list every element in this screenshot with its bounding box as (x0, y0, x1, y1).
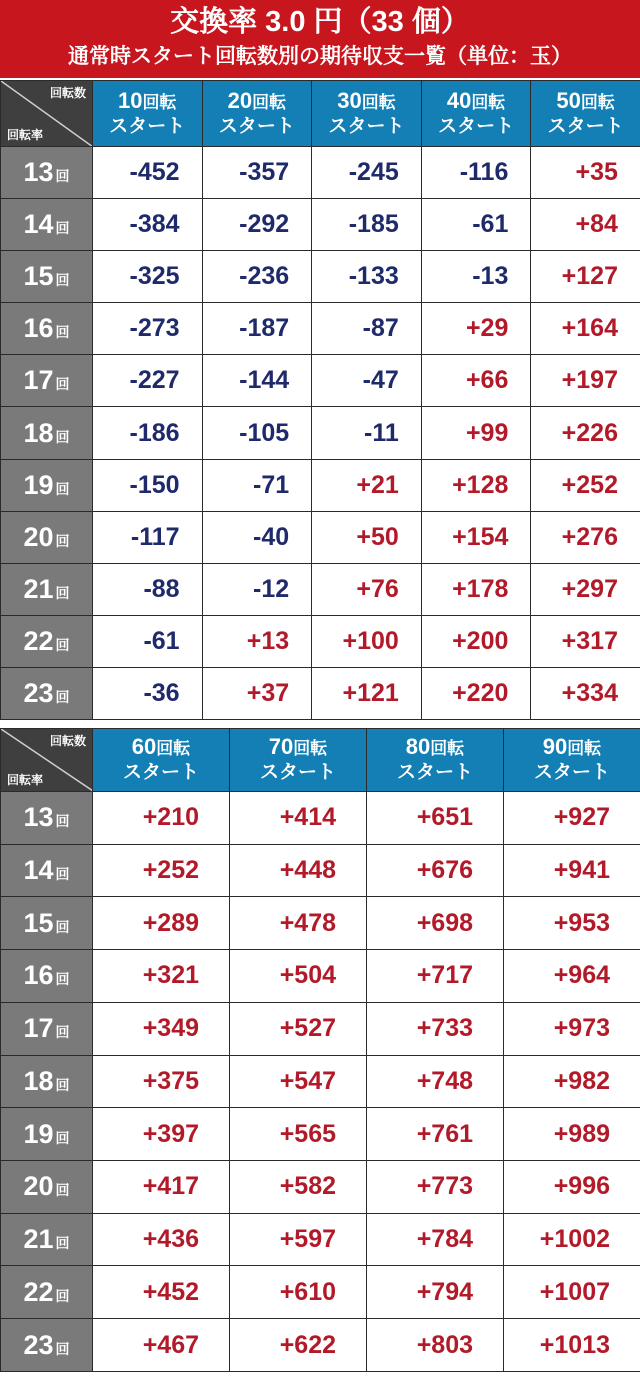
row-header (1, 844, 93, 897)
table-row (1, 511, 640, 563)
row-header (1, 147, 93, 199)
corner-header (1, 729, 93, 792)
row-header (1, 950, 93, 1003)
row-rate-value: 16 (23, 313, 54, 344)
row-rate-unit: 回 (55, 1235, 70, 1252)
table-cell: +37 (202, 667, 312, 719)
table-cell: +927 (504, 791, 640, 844)
column-header (421, 81, 531, 147)
row-rate-value: 14 (23, 209, 54, 240)
table-cell: +100 (312, 615, 422, 667)
row-rate-unit: 回 (55, 1076, 70, 1093)
table-cell: +99 (421, 407, 531, 459)
table-cell: +803 (367, 1319, 504, 1372)
table-cell: +651 (367, 791, 504, 844)
table-cell: +527 (230, 1002, 367, 1055)
row-rate-value: 21 (23, 573, 54, 604)
column-header (504, 729, 640, 792)
table-cell: +547 (230, 1055, 367, 1108)
table-cell: +941 (504, 844, 640, 897)
row-rate-unit: 回 (55, 324, 70, 341)
table-cell: -187 (202, 303, 312, 355)
table-cell: -36 (93, 667, 203, 719)
table-cell: +154 (421, 511, 531, 563)
table-cell: +1007 (504, 1266, 640, 1319)
column-header-start: スタート (109, 115, 186, 137)
row-rate-value: 15 (23, 261, 54, 292)
table-cell: +289 (93, 897, 230, 950)
page-subtitle: 通常時スタート回転数別の期待収支一覧（単位：玉） (68, 45, 572, 68)
table-row (1, 1161, 640, 1214)
column-header (93, 729, 230, 792)
table-cell: -12 (202, 563, 312, 615)
row-rate-value: 21 (23, 1224, 54, 1255)
row-rate-value: 20 (23, 1171, 54, 1202)
row-rate-unit: 回 (55, 1340, 70, 1357)
table-row (1, 1266, 640, 1319)
table-cell: +197 (531, 355, 640, 407)
table-row (1, 1108, 640, 1161)
row-header (1, 1161, 93, 1214)
table-cell: +35 (531, 147, 640, 199)
row-rate-value: 18 (23, 1065, 54, 1096)
row-rate-value: 19 (23, 469, 54, 500)
table-row (1, 844, 640, 897)
table-row (1, 897, 640, 950)
table-row (1, 303, 640, 355)
row-rate-unit: 回 (55, 636, 70, 653)
table-cell: -236 (202, 251, 312, 303)
column-header-start: スタート (328, 115, 405, 137)
column-header-spins: 50回転 (556, 87, 615, 113)
table-cell: +29 (421, 303, 531, 355)
table-cell: +127 (531, 251, 640, 303)
header-row (1, 729, 640, 792)
table-cell: -11 (312, 407, 422, 459)
table-row (1, 1055, 640, 1108)
column-header-start: スタート (547, 115, 624, 137)
row-rate-value: 20 (23, 521, 54, 552)
table-cell: +321 (93, 950, 230, 1003)
row-rate-value: 17 (23, 365, 54, 396)
table-cell: +1013 (504, 1319, 640, 1372)
row-rate-value: 18 (23, 417, 54, 448)
page-title: 交換率 3.0 円（33 個） (170, 6, 470, 38)
row-rate-unit: 回 (55, 971, 70, 988)
table-cell: +1002 (504, 1213, 640, 1266)
column-header (531, 81, 640, 147)
column-header-spins: 90回転 (542, 733, 602, 759)
row-header (1, 667, 93, 719)
table-row (1, 667, 640, 719)
table-cell: +13 (202, 615, 312, 667)
row-header (1, 1055, 93, 1108)
row-rate-unit: 回 (55, 918, 70, 935)
table-cell: -133 (312, 251, 422, 303)
corner-row-label: 回転率 (7, 772, 44, 787)
table-cell: -88 (93, 563, 203, 615)
row-header (1, 897, 93, 950)
table-cell: +276 (531, 511, 640, 563)
row-rate-unit: 回 (55, 220, 70, 237)
table-cell: +397 (93, 1108, 230, 1161)
table-cell: +478 (230, 897, 367, 950)
table-cell: +252 (93, 844, 230, 897)
table-cell: +448 (230, 844, 367, 897)
table-cell: +748 (367, 1055, 504, 1108)
table-cell: -87 (312, 303, 422, 355)
table-cell: -150 (93, 459, 203, 511)
table-cell: +178 (421, 563, 531, 615)
column-header-spins: 30回転 (337, 87, 396, 113)
column-header-start: スタート (122, 761, 199, 783)
table-row (1, 199, 640, 251)
table-row (1, 1213, 640, 1266)
table-cell: +375 (93, 1055, 230, 1108)
row-header (1, 1266, 93, 1319)
table-cell: +436 (93, 1213, 230, 1266)
table-cell: +467 (93, 1319, 230, 1372)
table-cell: -61 (421, 199, 531, 251)
row-rate-unit: 回 (55, 1287, 70, 1304)
table-cell: +66 (421, 355, 531, 407)
table-cell: +121 (312, 667, 422, 719)
table-cell: -13 (421, 251, 531, 303)
table-cell: +504 (230, 950, 367, 1003)
row-rate-unit: 回 (55, 428, 70, 445)
column-header-start: スタート (259, 761, 336, 783)
row-rate-unit: 回 (55, 1129, 70, 1146)
table-cell: +794 (367, 1266, 504, 1319)
row-rate-unit: 回 (55, 1182, 70, 1199)
table-row (1, 355, 640, 407)
table-cell: +622 (230, 1319, 367, 1372)
table-cell: +953 (504, 897, 640, 950)
expected-balance-table-1 (0, 80, 640, 720)
table-cell: -186 (93, 407, 203, 459)
table-cell: +565 (230, 1108, 367, 1161)
table-cell: +597 (230, 1213, 367, 1266)
column-header-spins: 40回転 (446, 87, 506, 113)
table-cell: +996 (504, 1161, 640, 1214)
table-cell: +334 (531, 667, 640, 719)
row-rate-value: 15 (23, 907, 54, 938)
row-rate-value: 22 (23, 1276, 54, 1307)
table-cell: +414 (230, 791, 367, 844)
table-cell: +220 (421, 667, 531, 719)
column-header-spins: 20回転 (227, 87, 287, 113)
table-cell: +297 (531, 563, 640, 615)
row-header (1, 1108, 93, 1161)
column-header (93, 81, 203, 147)
table-cell: -384 (93, 199, 203, 251)
table-cell: +128 (421, 459, 531, 511)
row-rate-unit: 回 (55, 688, 70, 705)
column-header (202, 81, 312, 147)
row-rate-value: 23 (23, 1329, 54, 1360)
column-header-start: スタート (396, 761, 473, 783)
table-cell: -357 (202, 147, 312, 199)
table-row (1, 459, 640, 511)
table-row (1, 615, 640, 667)
column-header-start: スタート (533, 761, 610, 783)
column-header (367, 729, 504, 792)
row-rate-unit: 回 (55, 532, 70, 549)
column-header (312, 81, 422, 147)
table-cell: +773 (367, 1161, 504, 1214)
column-header-spins: 80回転 (405, 733, 465, 759)
table-cell: +452 (93, 1266, 230, 1319)
row-rate-value: 13 (23, 802, 54, 833)
table-cell: +761 (367, 1108, 504, 1161)
row-header (1, 791, 93, 844)
table-row (1, 407, 640, 459)
table-cell: -245 (312, 147, 422, 199)
table-cell: -144 (202, 355, 312, 407)
table-cell: +973 (504, 1002, 640, 1055)
row-rate-value: 22 (23, 625, 54, 656)
table-cell: +21 (312, 459, 422, 511)
table-cell: +417 (93, 1161, 230, 1214)
table-cell: +982 (504, 1055, 640, 1108)
table-row (1, 147, 640, 199)
table-cell: -452 (93, 147, 203, 199)
table-cell: +84 (531, 199, 640, 251)
row-rate-value: 16 (23, 960, 54, 991)
table-cell: +210 (93, 791, 230, 844)
table-cell: +717 (367, 950, 504, 1003)
column-header-spins: 70回転 (268, 733, 328, 759)
table-row (1, 563, 640, 615)
row-rate-value: 19 (23, 1118, 54, 1149)
row-header (1, 459, 93, 511)
table-row (1, 251, 640, 303)
table-row (1, 791, 640, 844)
table-row (1, 1002, 640, 1055)
table-cell: -325 (93, 251, 203, 303)
table-cell: +164 (531, 303, 640, 355)
corner-header (1, 81, 93, 147)
expected-balance-table-2 (0, 728, 640, 1372)
table-cell: +698 (367, 897, 504, 950)
table-cell: -273 (93, 303, 203, 355)
row-rate-unit: 回 (55, 1024, 70, 1041)
table-cell: -47 (312, 355, 422, 407)
table-cell: -292 (202, 199, 312, 251)
table-row (1, 950, 640, 1003)
row-header (1, 1319, 93, 1372)
column-header-spins: 60回転 (131, 733, 191, 759)
table-cell: +989 (504, 1108, 640, 1161)
row-header (1, 511, 93, 563)
corner-col-label: 回転数 (49, 734, 86, 748)
table-cell: +349 (93, 1002, 230, 1055)
table-cell: -227 (93, 355, 203, 407)
header-row (1, 81, 640, 147)
table-cell: +964 (504, 950, 640, 1003)
table-cell: +226 (531, 407, 640, 459)
row-rate-unit: 回 (55, 272, 70, 289)
column-header-spins: 10回転 (118, 87, 177, 113)
table-cell: +317 (531, 615, 640, 667)
table-cell: -105 (202, 407, 312, 459)
row-header (1, 355, 93, 407)
title-bar (0, 0, 640, 78)
corner-col-label: 回転数 (49, 86, 86, 100)
table-cell: +733 (367, 1002, 504, 1055)
row-rate-value: 14 (23, 854, 54, 885)
row-rate-unit: 回 (55, 865, 70, 882)
row-header (1, 303, 93, 355)
row-header (1, 563, 93, 615)
column-header-start: スタート (218, 115, 295, 137)
table-cell: +784 (367, 1213, 504, 1266)
table-cell: -71 (202, 459, 312, 511)
row-rate-value: 17 (23, 1013, 54, 1044)
table-cell: -61 (93, 615, 203, 667)
column-header (230, 729, 367, 792)
row-header (1, 199, 93, 251)
table-cell: -116 (421, 147, 531, 199)
column-header-start: スタート (438, 115, 515, 137)
row-rate-value: 23 (23, 677, 54, 708)
table-cell: +610 (230, 1266, 367, 1319)
corner-row-label: 回転率 (7, 128, 44, 143)
table-cell: -185 (312, 199, 422, 251)
table-cell: +76 (312, 563, 422, 615)
table-cell: -117 (93, 511, 203, 563)
row-header (1, 407, 93, 459)
row-header (1, 1002, 93, 1055)
table-cell: +582 (230, 1161, 367, 1214)
row-header (1, 1213, 93, 1266)
row-rate-unit: 回 (55, 813, 70, 830)
row-header (1, 615, 93, 667)
row-rate-unit: 回 (55, 168, 70, 185)
table-cell: +252 (531, 459, 640, 511)
row-rate-unit: 回 (55, 480, 70, 497)
table-cell: +676 (367, 844, 504, 897)
row-rate-value: 13 (23, 157, 54, 188)
row-rate-unit: 回 (55, 376, 70, 393)
row-header (1, 251, 93, 303)
table-cell: +50 (312, 511, 422, 563)
row-rate-unit: 回 (55, 584, 70, 601)
table-row (1, 1319, 640, 1372)
table-cell: -40 (202, 511, 312, 563)
table-cell: +200 (421, 615, 531, 667)
